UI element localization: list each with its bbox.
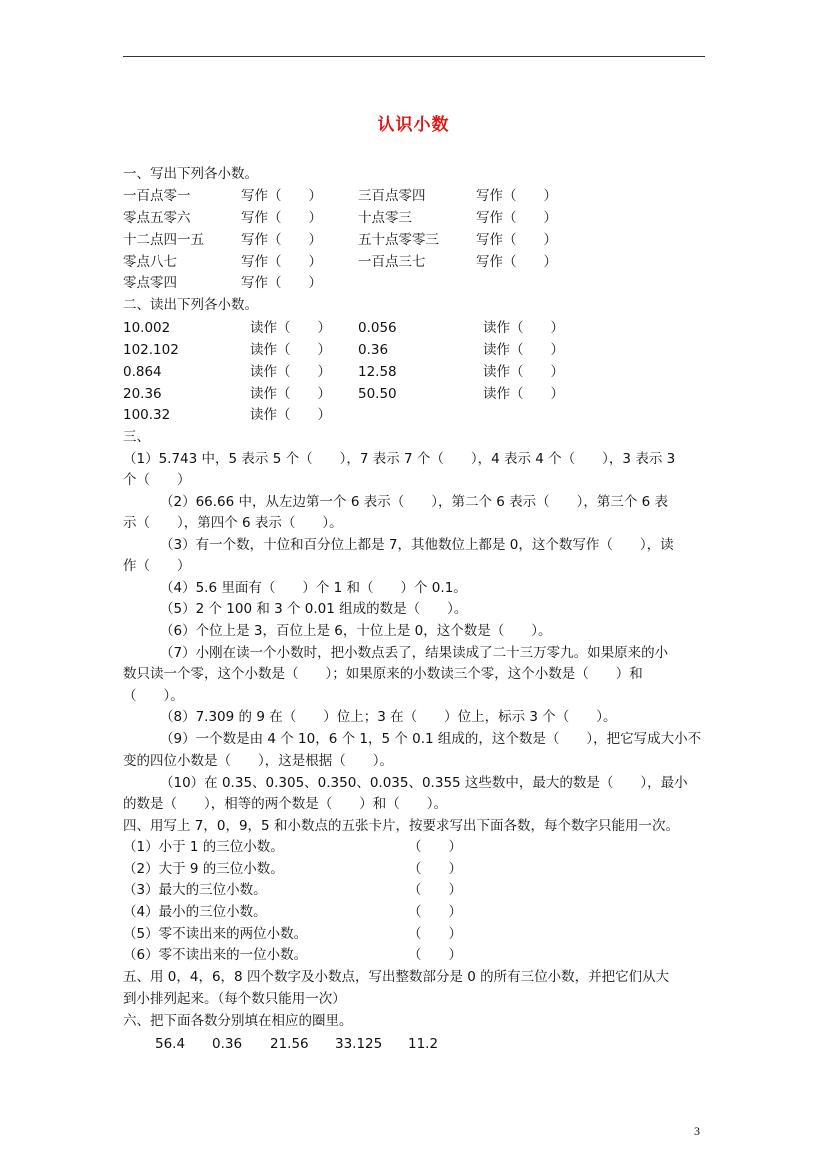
s2-number: 102.102 [123,342,179,358]
s6-number: 11.2 [408,1036,439,1052]
s2-number: 12.58 [358,364,397,380]
s3-line: （8）7.309 的 9 在（ ）位上；3 在（ ）位上，标示 3 个（ ）。 [160,709,617,725]
s4-answer-blank: （ ） [408,839,462,855]
s1-answer: 写作（ ） [241,232,322,248]
s3-line: （ ）。 [123,688,184,704]
s3-line: （9）一个数是由 4 个 10，6 个 1，5 个 0.1 组成的，这个数是（ ），把它写成大小不 [160,731,702,747]
s2-answer: 读作（ ） [250,342,331,358]
s1-item: 十二点四一五 [123,232,204,248]
s1-answer: 写作（ ） [241,254,322,270]
s6-number: 56.4 [155,1036,186,1052]
section-3-heading: 三、 [123,429,150,445]
s3-line: 示（ ），第四个 6 表示（ ）。 [123,515,343,531]
s1-answer: 写作（ ） [476,210,557,226]
s1-answer: 写作（ ） [241,275,322,291]
s2-answer: 读作（ ） [250,364,331,380]
s1-item: 零点八七 [123,254,177,270]
s3-line: （7）小刚在读一个小数时，把小数点丢了，结果读成了二十三万零九。如果原来的小 [160,645,669,661]
s4-question: （1）小于 1 的三位小数。 [123,839,284,855]
s4-answer-blank: （ ） [408,882,462,898]
s3-line: 变的四位小数是（ ），这是根据（ ）。 [123,753,393,769]
s3-line: （3）有一个数，十位和百分位上都是 7，其他数位上都是 0，这个数写作（ ），读 [160,537,674,553]
s1-answer: 写作（ ） [476,188,557,204]
s4-question: （3）最大的三位小数。 [123,882,267,898]
s3-line: （2）66.66 中，从左边第一个 6 表示（ ），第二个 6 表示（ ），第三个 6 表 [160,494,669,510]
s4-answer-blank: （ ） [408,926,462,942]
section-5-line: 五、用 0，4，6，8 四个数字及小数点，写出整数部分是 0 的所有三位小数，并把它们从大 [123,969,670,985]
s1-answer: 写作（ ） [476,232,557,248]
page-number: 3 [694,1124,700,1138]
s4-question: （6）零不读出来的一位小数。 [123,947,308,963]
s3-line: （10）在 0.35、0.305、0.350、0.035、0.355 这些数中，最大的数是（ ），最小 [160,775,688,791]
s1-item: 零点零四 [123,275,177,291]
s4-question: （2）大于 9 的三位小数。 [123,861,284,877]
s1-answer: 写作（ ） [241,188,322,204]
s1-item: 一百点零一 [123,188,191,204]
s2-answer: 读作（ ） [483,320,564,336]
s4-answer-blank: （ ） [408,861,462,877]
s1-item: 三百点零四 [358,188,426,204]
s3-line: （4）5.6 里面有（ ）个 1 和（ ）个 0.1。 [160,580,467,596]
header-rule [123,56,705,57]
s6-number: 0.36 [212,1036,243,1052]
s2-answer: 读作（ ） [250,407,331,423]
s3-line: 作（ ） [123,558,191,574]
section-4-heading: 四、用写上 7，0，9，5 和小数点的五张卡片，按要求写出下面各数，每个数字只能用一次。 [123,818,679,834]
s3-line: 的数是（ ），相等的两个数是（ ）和（ ）。 [123,796,447,812]
s2-answer: 读作（ ） [250,386,331,402]
s4-answer-blank: （ ） [408,947,462,963]
s1-item: 十点零三 [358,210,412,226]
s3-line: （6）个位上是 3，百位上是 6，十位上是 0，这个数是（ ）。 [160,623,552,639]
s2-number: 100.32 [123,407,171,423]
s1-answer: 写作（ ） [241,210,322,226]
s1-item: 五十点零零三 [358,232,439,248]
s2-number: 50.50 [358,386,397,402]
s2-answer: 读作（ ） [250,320,331,336]
s4-question: （5）零不读出来的两位小数。 [123,926,308,942]
s3-line: 数只读一个零，这个小数是（ ）；如果原来的小数读三个零，这个小数是（ ）和 [123,666,643,682]
s1-answer: 写作（ ） [476,254,557,270]
page-title: 认识小数 [377,115,450,135]
section-2-heading: 二、读出下列各小数。 [123,297,258,313]
s3-line: （1）5.743 中，5 表示 5 个（ ），7 表示 7 个（ ），4 表示 4 个（ ），3 表示 3 [123,451,676,467]
s2-number: 10.002 [123,320,171,336]
s4-question: （4）最小的三位小数。 [123,904,267,920]
s2-number: 0.056 [358,320,397,336]
s6-number: 33.125 [335,1036,383,1052]
s4-answer-blank: （ ） [408,904,462,920]
s2-number: 0.36 [358,342,389,358]
s3-line: （5）2 个 100 和 3 个 0.01 组成的数是（ ）。 [160,601,468,617]
s1-item: 一百点三七 [358,254,426,270]
s3-line: 个（ ） [123,472,191,488]
s1-item: 零点五零六 [123,210,191,226]
s2-answer: 读作（ ） [483,364,564,380]
s2-answer: 读作（ ） [483,386,564,402]
s2-answer: 读作（ ） [483,342,564,358]
s6-number: 21.56 [270,1036,309,1052]
section-5-line: 到小排列起来。（每个数只能用一次） [123,991,346,1007]
section-6-heading: 六、把下面各数分别填在相应的圈里。 [123,1013,353,1029]
section-1-heading: 一、写出下列各小数。 [123,166,258,182]
s2-number: 0.864 [123,364,162,380]
s2-number: 20.36 [123,386,162,402]
